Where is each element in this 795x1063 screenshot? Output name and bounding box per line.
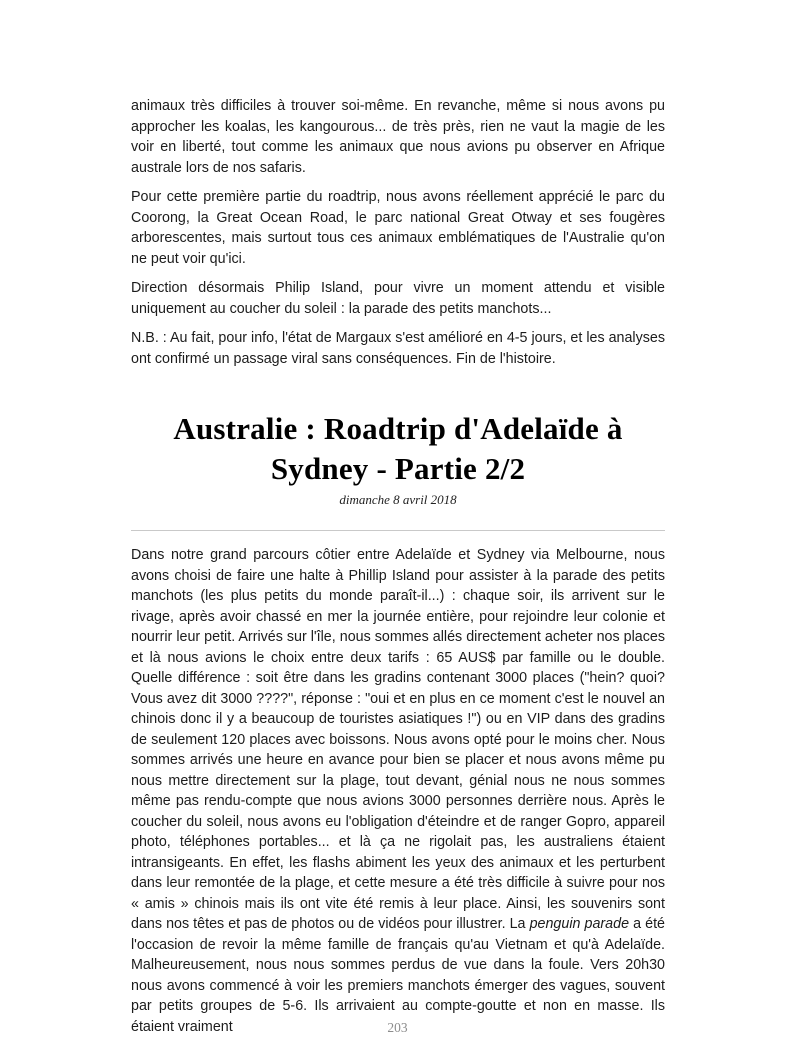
- article-body-text-after: a été l'occasion de revoir la même famille de français qu'au Vietnam et qu'à Adelaïde. Malheureusement, nous nous sommes perdus de vue dans la foule. Vers 20h30 nous avons commencé à voir les premiers manchots émerger des vagues, souvent par petits groupes de 5-6. Ils arrivaient au compte-goutte et non en masse. Ils étaient vraiment: [131, 916, 665, 1035]
- article-body: [131, 545, 665, 1037]
- article-title: Australie : Roadtrip d'Adelaïde à Sydney - Partie 2/2: [173, 411, 623, 486]
- penguin-parade-italic-text: penguin parade: [529, 916, 630, 932]
- body-paragraph: N.B. : Au fait, pour info, l'état de Margaux s'est amélioré en 4-5 jours, et les analyses ont confirmé un passage viral sans conséquences. Fin de l'histoire.: [131, 330, 665, 367]
- article-body-text-before: Dans notre grand parcours côtier entre Adelaïde et Sydney via Melbourne, nous avons choisi de faire une halte à Phillip Island pour assister à la parade des petits manchots (les plus petits du monde paraît-il...) : chaque soir, ils arrivent sur le rivage, après avoir chassé en mer la journée entière, pour rejoindre leur colonie et nourrir leur petit. Arrivés sur l'île, nous sommes allés directement acheter nos places et là nous avions le choix entre deux tarifs : 65 AUS$ par famille ou le double. Quelle différence : soit être dans les gradins contenant 3000 places ("hein? quoi? Vous avez dit 3000 ????", réponse : "oui et en plus en ce moment c'est le nouvel an chinois donc il y a beaucoup de touristes asiatiques !") ou en VIP dans des gradins de seulement 120 places avec boissons. Nous avons opté pour le moins cher. Nous sommes arrivés une heure en avance pour bien se placer et nous avons même pu nous mettre directement sur la plage, tout devant, génial nous ne nous sommes même pas rendu-compte que nous avions 3000 personnes derrière nous. Après le coucher du soleil, nous avons eu l'obligation d'éteindre et de ranger Gopro, appareil photo, téléphones portables... et là ça ne rigolait pas, les australiens étaient intransigeants. En effet, les flashs abiment les yeux des animaux et les perturbent dans leur remontée de la plage, et cette mesure a été très difficile à suivre pour nos « amis » chinois mais ils ont vite été remis à leur place. Ainsi, les souvenirs sont dans nos têtes et pas de photos ou de vidéos pour illustrer. La: [131, 547, 665, 932]
- body-paragraph: animaux très difficiles à trouver soi-même. En revanche, même si nous avons pu approcher les koalas, les kangourous... de très près, rien ne vaut la magie de les voir en liberté, tout comme les animaux que nous avions pu observer en Afrique australe lors de nos safaris.: [131, 98, 665, 176]
- section-divider: [131, 530, 665, 531]
- body-paragraph: Direction désormais Philip Island, pour vivre un moment attendu et visible uniquement au coucher du soleil : la parade des petits manchots...: [131, 280, 665, 317]
- page-number: 203: [387, 1020, 408, 1035]
- body-paragraph: Pour cette première partie du roadtrip, nous avons réellement apprécié le parc du Coorong, la Great Ocean Road, le parc national Great Otway et ses fougères arborescentes, mais surtout tous ces animaux emblématiques de l'Australie qu'on ne peut voir qu'ici.: [131, 189, 665, 267]
- article-date: dimanche 8 avril 2018: [339, 492, 457, 507]
